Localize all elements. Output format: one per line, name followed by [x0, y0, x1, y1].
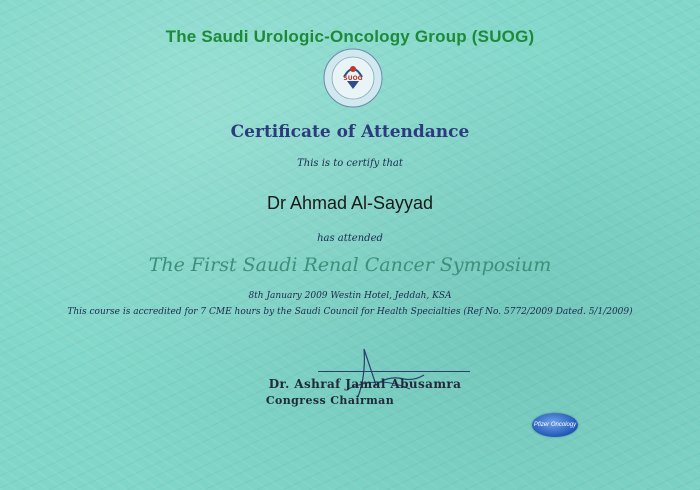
signatory-name: Dr. Ashraf Jamal Abusamra: [268, 377, 462, 391]
certificate-title: Certificate of Attendance: [230, 122, 470, 142]
attended-line: has attended: [317, 233, 383, 244]
certify-line: This is to certify that: [297, 158, 403, 169]
recipient-name: Dr Ahmad Al-Sayyad: [266, 193, 434, 213]
suog-seal-logo-icon: [322, 47, 384, 109]
sponsor-text: Pfizer Oncology: [533, 422, 577, 428]
event-details: 8th January 2009 Westin Hotel, Jeddah, KSA: [248, 291, 452, 301]
logo-text: SUOG: [343, 75, 363, 82]
signatory-role: Congress Chairman: [265, 394, 395, 407]
organization-title: The Saudi Urologic-Oncology Group (SUOG): [165, 27, 535, 46]
accreditation-note: This course is accredited for 7 CME hours by the Saudi Council for Health Specialties (Ref No. 5772/2009 Dated. 5/1/2009): [67, 307, 633, 317]
pfizer-oncology-logo-icon: [532, 413, 578, 437]
signature-line: [318, 371, 470, 372]
event-name: The First Saudi Renal Cancer Symposium: [148, 254, 552, 276]
